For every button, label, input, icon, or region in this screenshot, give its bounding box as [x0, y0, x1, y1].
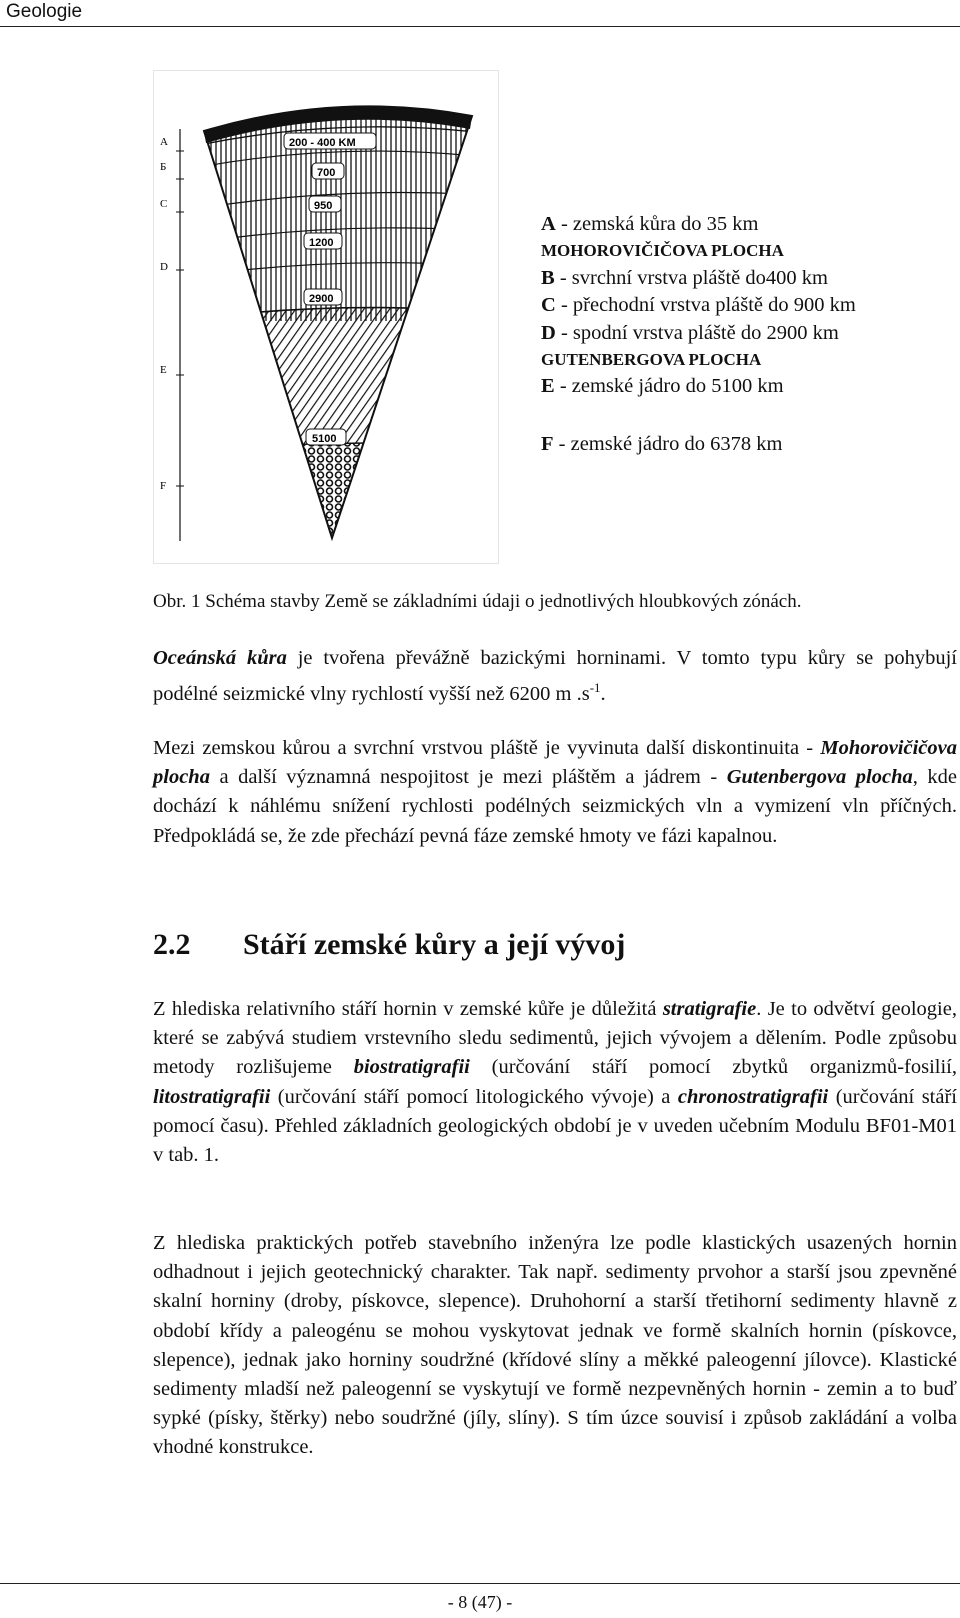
depth-label: 200 - 400 KM	[289, 137, 356, 149]
earth-structure-figure	[153, 70, 499, 564]
term-biostratigraphy: biostratigrafii	[353, 1056, 470, 1079]
term-stratigraphy: stratigrafie	[662, 998, 757, 1020]
term-chronostratigraphy: chronostratigrafii	[677, 1085, 829, 1108]
page-header	[0, 0, 960, 27]
term-gutenberg: Gutenbergova plocha	[726, 766, 913, 789]
section-heading	[153, 928, 625, 962]
paragraph-engineering: Z hlediska praktických potřeb stavebního inženýra lze podle klastických usazených hornin odhadnout i jejich geotechnický charakter. Tak např. sedimenty prvohor a starší jsou zpevněné skalní horniny (droby, pískovce, slepence). Druhohorní a starší třetihorní sedimenty hlavně z období křídy a paleogénu se mohou vyskytovat jednak ve formě skalních hornin (pískovce, slepence), jednak jako horniny soudržné (křídové slíny a měkké paleogenní jílovce). Klastické sedimenty mladší než paleogenní se vyskytují ve formě nezpevněných hornin - zemin a to buď sypké (písky, štěrky) nebo soudržné (jíly, slíny). S tím úzce souvisí i způsob zakládání a volba vhodné konstrukce.	[153, 1232, 957, 1459]
zone-letter: F	[160, 480, 167, 492]
legend-item: D - spodní vrstva pláště do 2900 km	[541, 322, 839, 344]
term-litostratigraphy: litostratigrafii	[153, 1085, 271, 1108]
figure-caption: Obr. 1 Schéma stavby Země se základními údaji o jednotlivých hloubkových zónách.	[153, 591, 802, 612]
legend-item: B - svrchní vrstva pláště do400 km	[541, 267, 828, 289]
paragraph-oceanic-crust: Oceánská kůra je tvořena převážně bazickými horninami. V tomto typu kůry se pohybují podélné seizmické vlny rychlostí vyšší než 6200 m $.s^{-1}$.	[153, 647, 957, 706]
section-title: Stáří zemské kůry a její vývoj	[243, 928, 626, 961]
legend-item: F - zemské jádro do 6378 km	[541, 433, 783, 455]
depth-label: 5100	[312, 433, 337, 445]
zone-letter: D	[160, 261, 168, 273]
page-footer	[0, 1583, 960, 1612]
zone-letter: C	[160, 198, 168, 210]
depth-label: 950	[314, 200, 333, 212]
section-number: 2.2	[153, 928, 191, 961]
legend-boundary: MOHOROVIČIČOVA PLOCHA	[541, 241, 784, 260]
page-number: - 8 (47) -	[447, 1592, 513, 1612]
paragraph-stratigraphy: Z hlediska relativního stáří hornin v zemské kůře je důležitá stratigrafie. Je to odvětví geologie, které se zabývá studiem vrstevního sledu sedimentů, jejich vývojem a dělením. Podle způsobu metody rozlišujeme biostratigrafii (určování stáří pomocí zbytků organizmů-fosilií, litostratigrafii (určování stáří pomocí litologického vývoje) a chronostratigrafii (určování stáří pomocí času). Přehled základních geologických období je v uveden učebním Modulu BF01-M01 v tab. 1.	[153, 998, 957, 1167]
depth-label: 700	[317, 167, 336, 179]
legend-item: A - zemská kůra do 35 km	[541, 213, 759, 235]
legend-item: E - zemské jádro do 5100 km	[541, 375, 784, 397]
header-title: Geologie	[6, 1, 83, 22]
paragraph-discontinuities: Mezi zemskou kůrou a svrchní vrstvou pláště je vyvinuta další diskontinuita - Mohorovičičova plocha a další významná nespojitost je mezi pláštěm a jádrem - Gutenbergova plocha, kde dochází k náhlému snížení rychlosti podélných seizmických vln a vymizení vln příčných. Předpokládá se, že zde přechází pevná fáze zemské hmoty ve fázi kapalnou.	[153, 737, 958, 847]
term-oceanic-crust: Oceánská kůra	[153, 647, 287, 669]
legend-item: C - přechodní vrstva pláště do 900 km	[541, 294, 856, 316]
depth-label: 2900	[309, 293, 334, 305]
zone-letter: E	[160, 364, 167, 376]
earth-structure-diagram	[154, 71, 498, 563]
depth-label: 1200	[309, 237, 334, 249]
zone-letter: A	[160, 136, 168, 148]
legend-boundary: GUTENBERGOVA PLOCHA	[541, 350, 762, 369]
zone-letter: Б	[160, 161, 167, 173]
term-moho: Mohorovičičova plocha	[153, 737, 957, 789]
